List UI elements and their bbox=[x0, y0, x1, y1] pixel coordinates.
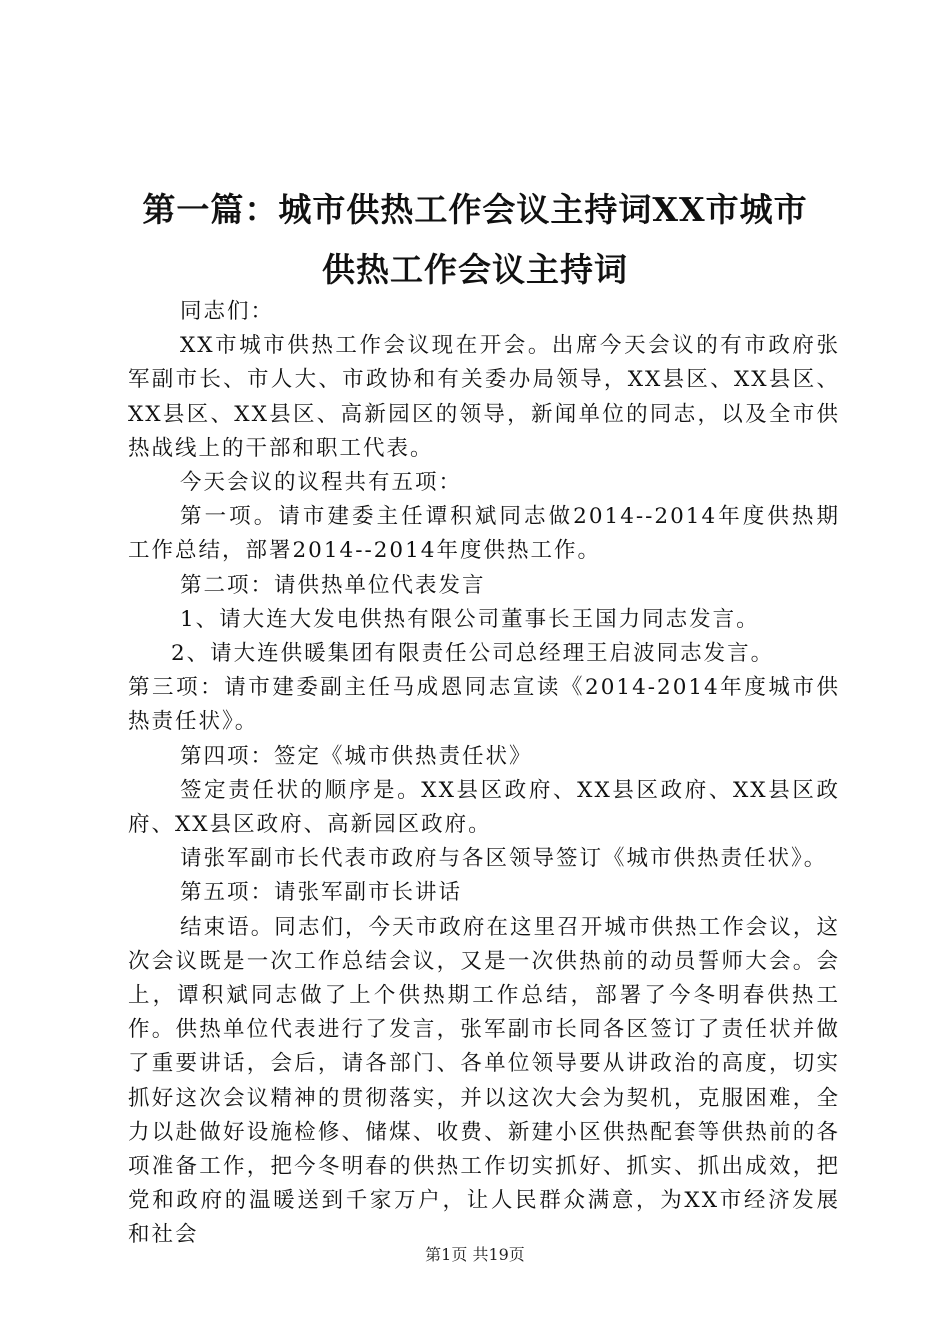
paragraph-item-2: 第二项：请供热单位代表发言 bbox=[180, 572, 486, 598]
paragraph-opening: XX市城市供热工作会议现在开会。出席今天会议的有市政府张军副市长、市人大、市政协和有关委办局领导，XX县区、XX县区、XX县区、XX县区、高新园区的领导，新闻单位的同志，以及全市供热战线上的干部和职工代表。 bbox=[128, 333, 840, 461]
document-title-line2: 供热工作会议主持词 bbox=[322, 250, 628, 289]
document-title-line1: 第一篇：城市供热工作会议主持词XX市城市 bbox=[142, 190, 808, 229]
page-footer: 第1页 共19页 bbox=[425, 1245, 525, 1264]
paragraph-item-2-speaker-2: 2、请大连供暖集团有限责任公司总经理王启波同志发言。 bbox=[171, 641, 775, 667]
paragraph-item-2-speaker-1: 1、请大连大发电供热有限公司董事长王国力同志发言。 bbox=[180, 606, 760, 632]
paragraph-signing: 请张军副市长代表市政府与各区领导签订《城市供热责任状》。 bbox=[180, 846, 828, 872]
paragraph-signing-order: 签定责任状的顺序是。XX县区政府、XX县区政府、XX县区政府、XX县区政府、高新园区政府。 bbox=[128, 777, 840, 838]
paragraph-item-1: 第一项。请市建委主任谭积斌同志做2014--2014年度供热期工作总结，部署2014--2014年度供热工作。 bbox=[128, 504, 840, 564]
paragraph-item-3: 第三项：请市建委副主任马成恩同志宣读《2014-2014年度城市供热责任状》。 bbox=[128, 675, 840, 735]
paragraph-salutation: 同志们： bbox=[180, 299, 275, 324]
paragraph-agenda-intro: 今天会议的议程共有五项： bbox=[180, 470, 463, 496]
paragraph-item-4: 第四项：签定《城市供热责任状》 bbox=[180, 743, 533, 769]
paragraph-closing: 结束语。同志们，今天市政府在这里召开城市供热工作会议，这次会议既是一次工作总结会议，又是一次供热前的动员誓师大会。会上，谭积斌同志做了上个供热期工作总结，部署了今冬明春供热工作。供热单位代表进行了发言，张军副市长同各区签订了责任状并做了重要讲话，会后，请各部门、各单位领导要从讲政治的高度，切实抓好这次会议精神的贯彻落实，并以这次大会为契机，克服困难，全力以赴做好设施检修、储煤、收费、新建小区供热配套等供热前的各项准备工作，把今冬明春的供热工作切实抓好、抓实、抓出成效，把党和政府的温暖送到千家万户，让人民群众满意，为XX市经济发展和社会 bbox=[128, 914, 840, 1248]
document-body bbox=[128, 295, 840, 1253]
paragraph-item-5: 第五项：请张军副市长讲话 bbox=[180, 880, 463, 906]
